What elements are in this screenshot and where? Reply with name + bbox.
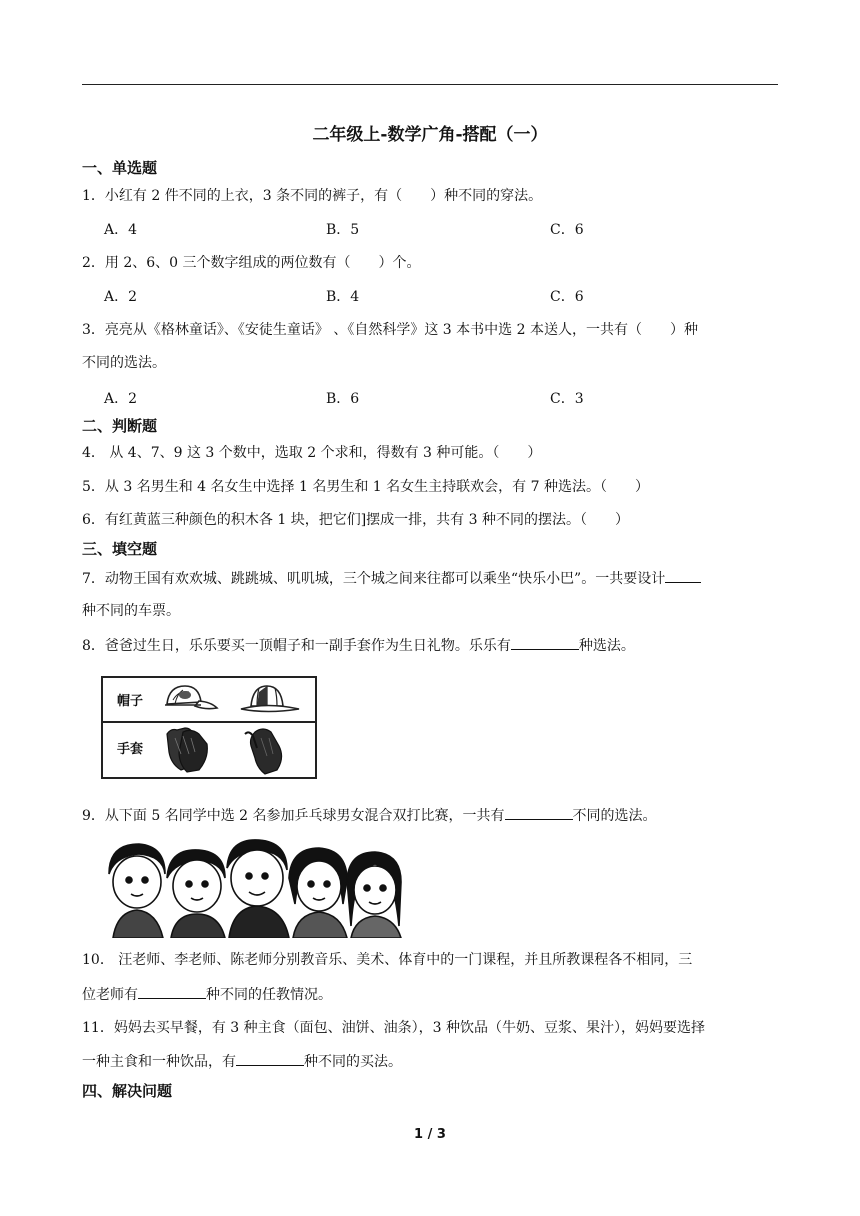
student-5-icon	[347, 852, 401, 938]
q3-option-c: C．3	[550, 391, 584, 407]
section-heading-fill-blank: 三、填空题	[82, 540, 158, 558]
question-5: 5．从 3 名男生和 4 名女生中选择 1 名男生和 1 名女生主持联欢会，有 7 种选法。（ ）	[82, 479, 649, 495]
student-2-icon	[167, 850, 225, 938]
section-heading-problem-solving: 四、解决问题	[82, 1082, 173, 1100]
question-4: 4． 从 4、7、9 这 3 个数中，选取 2 个求和，得数有 3 种可能。（ ）	[82, 445, 542, 461]
q3-option-b: B．6	[326, 391, 360, 407]
section-heading-single-choice: 一、单选题	[82, 159, 158, 177]
header-rule	[82, 84, 778, 85]
question-8	[82, 635, 635, 656]
q1-option-a: A．4	[104, 222, 138, 238]
question-11-line-2	[82, 1051, 402, 1072]
q11-answer-blank[interactable]	[236, 1051, 304, 1066]
question-2: 2．用 2、6、0 三个数字组成的两位数有（ ）个。	[82, 255, 421, 271]
q11-text-before: 一种主食和一种饮品，有	[82, 1054, 236, 1070]
baseball-cap-icon	[165, 686, 217, 709]
q8-text-after: 种选法。	[578, 638, 635, 654]
hats-illustration	[159, 680, 309, 720]
sun-hat-icon	[241, 686, 299, 712]
question-7-line-2: 种不同的车票。	[82, 603, 180, 619]
student-3-icon	[227, 840, 289, 938]
gloves-illustration	[159, 724, 309, 776]
q9-text-after: 不同的选法。	[572, 808, 657, 824]
mitten-icon	[245, 729, 282, 774]
question-10-line-1: 10． 汪老师、李老师、陈老师分别教音乐、美术、体育中的一门课程，并且所教课程各不相同，三	[82, 952, 693, 968]
q1-option-b: B．5	[326, 222, 360, 238]
q7-text: 7．动物王国有欢欢城、跳跳城、叽叽城，三个城之间来往都可以乘坐“快乐小巴”。一共要设计	[82, 571, 666, 587]
q9-text-before: 9．从下面 5 名同学中选 2 名参加乒乓球男女混合双打比赛，一共有	[82, 808, 505, 824]
q10-text-after: 种不同的任教情况。	[206, 987, 332, 1003]
q8-answer-blank[interactable]	[511, 635, 579, 650]
q2-option-a: A．2	[104, 289, 138, 305]
q2-option-c: C．6	[550, 289, 584, 305]
hat-glove-table	[101, 676, 317, 779]
q9-answer-blank[interactable]	[505, 805, 573, 820]
question-3-line-1: 3．亮亮从《格林童话》、《安徒生童话》 、《自然科学》这 3 本书中选 2 本送人，一共有（ ）种	[82, 322, 698, 338]
student-4-icon	[289, 848, 347, 938]
table-divider	[103, 721, 315, 723]
question-3-line-2: 不同的选法。	[82, 355, 166, 371]
row-label-hats: 帽子	[117, 694, 144, 709]
q7-answer-blank[interactable]	[665, 568, 701, 583]
section-heading-true-false: 二、判断题	[82, 417, 158, 435]
student-1-icon	[109, 844, 165, 938]
question-6: 6．有红黄蓝三种颜色的积木各 1 块，把它们]摆成一排，共有 3 种不同的摆法。（ ）	[82, 512, 629, 528]
page-title: 二年级上-数学广角-搭配（一）	[312, 125, 548, 145]
question-7-line-1	[82, 568, 701, 589]
q10-answer-blank[interactable]	[138, 984, 206, 999]
question-1: 1．小红有 2 件不同的上衣，3 条不同的裤子，有（ ）种不同的穿法。	[82, 188, 543, 204]
row-label-gloves: 手套	[117, 742, 144, 757]
q3-option-a: A．2	[104, 391, 138, 407]
question-11-line-1: 11．妈妈去买早餐，有 3 种主食（面包、油饼、油条），3 种饮品（牛奶、豆浆、果汁），妈妈要选择	[82, 1020, 705, 1036]
q1-option-c: C．6	[550, 222, 584, 238]
question-9	[82, 805, 657, 826]
q10-text-before: 位老师有	[82, 987, 138, 1003]
q2-option-b: B．4	[326, 289, 360, 305]
q8-text-before: 8．爸爸过生日，乐乐要买一顶帽子和一副手套作为生日礼物。乐乐有	[82, 638, 511, 654]
glove-pair-icon	[167, 728, 207, 772]
five-students-illustration	[103, 834, 403, 938]
q11-text-after: 种不同的买法。	[304, 1054, 402, 1070]
page-number: 1 / 3	[414, 1127, 446, 1142]
question-10-line-2	[82, 984, 332, 1005]
